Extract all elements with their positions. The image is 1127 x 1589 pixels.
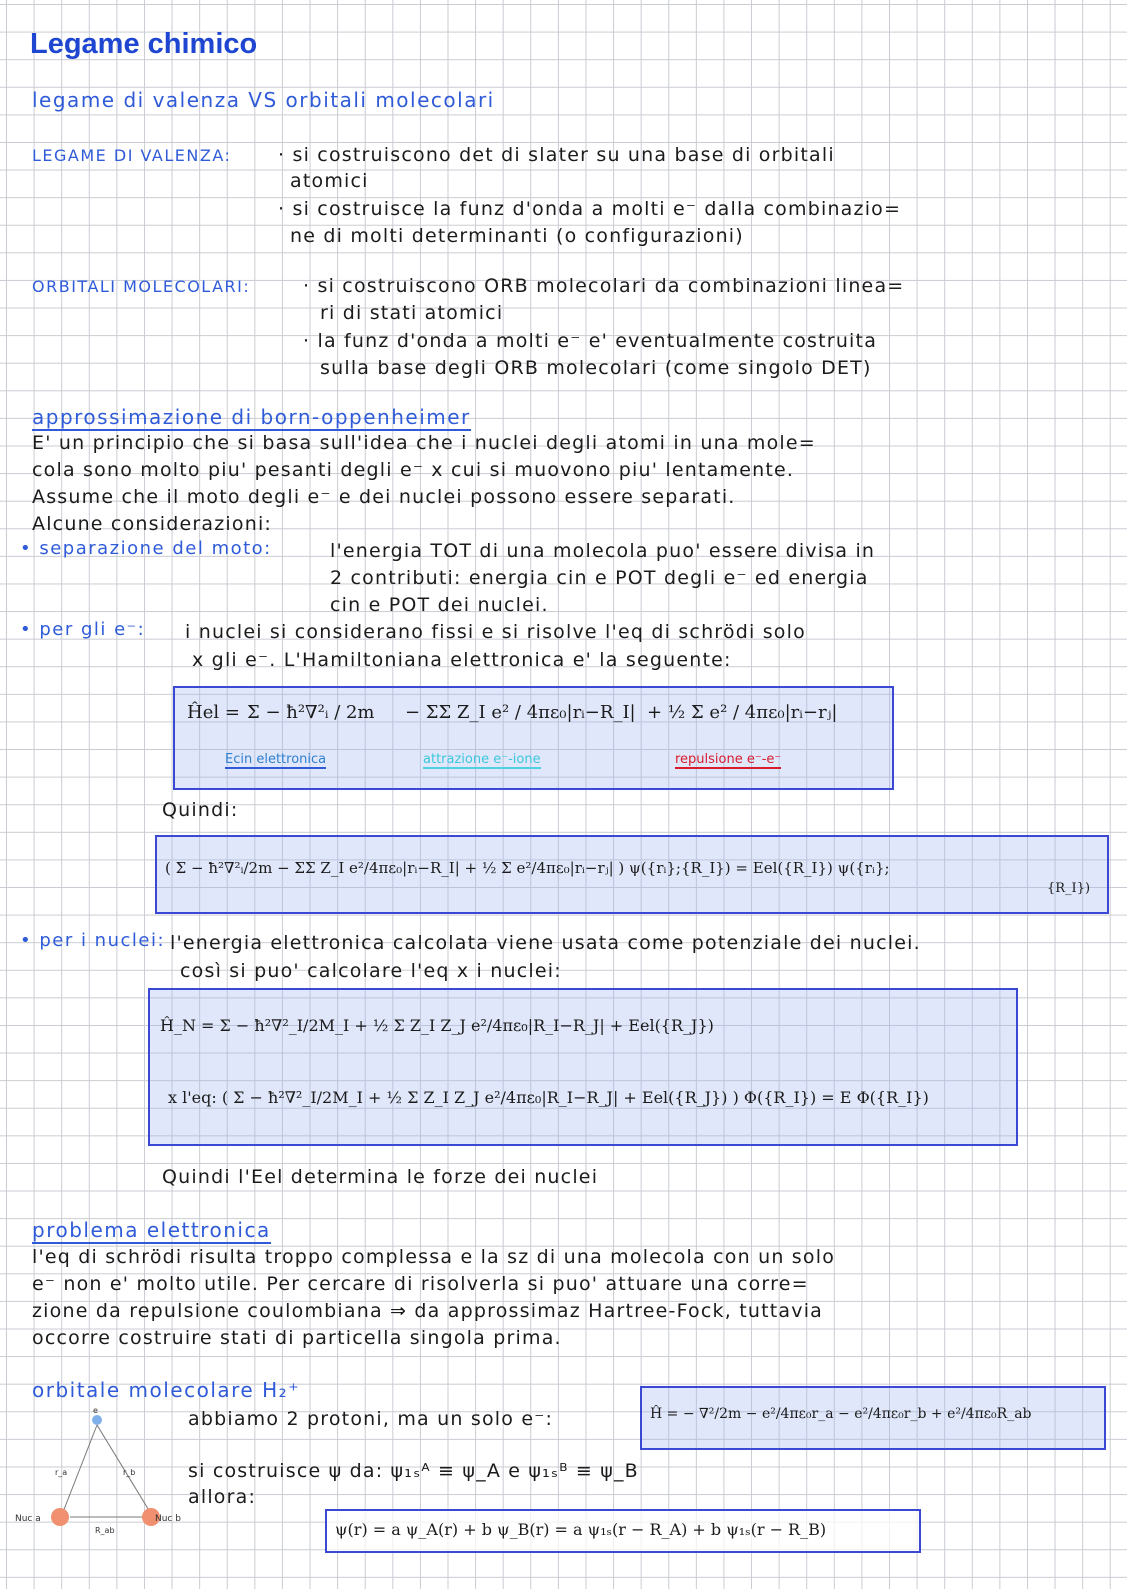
h2-hamiltonian: Ĥ = − ∇²/2m − e²/4πε₀r_a − e²/4πε₀r_b + e²/4πε₀R_ab (650, 1406, 1032, 1422)
sep-line3: cin e POT dei nuclei. (330, 594, 549, 616)
eq2-tail: {R_I}) (1047, 881, 1091, 896)
vb-label: LEGAME DI VALENZA: (32, 146, 232, 165)
electronic-hamiltonian-box (173, 686, 894, 790)
eq1-label-attraction: attrazione e⁻-ione (423, 752, 541, 767)
h2-hamiltonian-box (640, 1386, 1106, 1450)
born-heading: approssimazione di born-oppenheimer (32, 405, 471, 429)
h2-psi: ψ(r) = a ψ_A(r) + b ψ_B(r) = a ψ₁ₛ(r − R_A) + b ψ₁ₛ(r − R_B) (335, 1520, 827, 1539)
diagram-edge-ra (63, 1425, 97, 1512)
h2-heading: orbitale molecolare H₂⁺ (32, 1378, 301, 1402)
mo-label: ORBITALI MOLECOLARI: (32, 277, 251, 296)
eq1-kinetic-term: Σ − ħ²∇²ᵢ / 2m (247, 702, 375, 723)
prob-line4: occorre costruire stati di particella singola prima. (32, 1327, 562, 1349)
eq1-repulsion-term: + ½ Σ e² / 4πε₀|rᵢ−rⱼ| (647, 702, 838, 723)
elec-line1: i nuclei si considerano fissi e si risolve l'eq di schrödi solo (185, 621, 806, 643)
electron-dot (92, 1415, 102, 1425)
mo-line4: sulla base degli ORB molecolari (come singolo DET) (320, 357, 872, 379)
prob-line1: l'eq di schrödi risulta troppo complessa e la sz di una molecola con un solo (32, 1246, 836, 1268)
vb-line3: · si costruisce la funz d'onda a molti e⁻ dalla combinazio= (278, 198, 902, 220)
diagram-nuca-label: Nuc a (15, 1514, 41, 1524)
born-line2: cola sono molto piu' pesanti degli e⁻ x cui si muovono piu' lentamente. (32, 459, 795, 481)
h2-line2: si costruisce ψ da: ψ₁ₛᴬ ≡ ψ_A e ψ₁ₛᴮ ≡ ψ_B (188, 1460, 639, 1482)
born-line4: Alcune considerazioni: (32, 513, 273, 535)
diagram-e-label: e (93, 1406, 98, 1415)
nuc-label: • per i nuclei: (20, 930, 166, 951)
eq1-label-repulsion: repulsione e⁻-e⁻ (675, 752, 782, 767)
mo-line2: ri di stati atomici (320, 302, 504, 324)
nucleus-a-dot (51, 1508, 69, 1526)
diagram-ra-label: r_a (55, 1468, 68, 1477)
born-line3: Assume che il moto degli e⁻ e dei nuclei possono essere separati. (32, 486, 736, 508)
prob-line2: e⁻ non e' molto utile. Per cercare di risolverla si puo' attuare una corre= (32, 1273, 809, 1295)
diagram-nucb-label: Nuc b (155, 1514, 181, 1524)
vb-line4: ne di molti determinanti (o configurazioni) (290, 225, 744, 247)
page-title: Legame chimico (30, 28, 258, 60)
sep-line2: 2 contributi: energia cin e POT degli e⁻ ed energia (330, 567, 869, 589)
diagram-rab-label: R_ab (95, 1526, 115, 1535)
eq1-label-kinetic: Ecin elettronica (225, 752, 327, 767)
nuc-line1: l'energia elettronica calcolata viene usata come potenziale dei nuclei. (170, 932, 921, 954)
nuclear-hamiltonian-box (148, 988, 1018, 1146)
prob-line3: zione da repulsione coulombiana ⇒ da approssimaz Hartree-Fock, tuttavia (32, 1300, 824, 1322)
elec-line2: x gli e⁻. L'Hamiltoniana elettronica e' la seguente: (192, 649, 732, 671)
eq3-line1: Ĥ_N = Σ − ħ²∇²_I/2M_I + ½ Σ Z_I Z_J e²/4πε₀|R_I−R_J| + Eel({R_J}) (160, 1016, 714, 1035)
diagram-rb-label: r_b (123, 1468, 136, 1477)
section-subtitle: legame di valenza VS orbitali molecolari (32, 88, 495, 112)
eq1-lhs: Ĥel = (187, 702, 240, 723)
electronic-schrodinger-box (155, 835, 1109, 914)
quindi-1: Quindi: (162, 799, 239, 821)
elec-label: • per gli e⁻: (20, 619, 146, 640)
born-line1: E' un principio che si basa sull'idea che i nuclei degli atomi in una mole= (32, 432, 816, 454)
eq3-line2: x l'eq: ( Σ − ħ²∇²_I/2M_I + ½ Σ Z_I Z_J e²/4πε₀|R_I−R_J| + Eel({R_J}) ) Φ({R_I}) = E Φ({R_I}) (168, 1088, 929, 1107)
quindi-2: Quindi l'Eel determina le forze dei nuclei (162, 1166, 599, 1188)
sep-label: • separazione del moto: (20, 538, 272, 559)
h2-psi-box (325, 1509, 921, 1553)
eq1-attraction-term: − ΣΣ Z_I e² / 4πε₀|rᵢ−R_I| (405, 702, 636, 723)
mo-line3: · la funz d'onda a molti e⁻ e' eventualmente costruita (303, 330, 878, 352)
sep-line1: l'energia TOT di una molecola puo' essere divisa in (330, 540, 876, 562)
prob-heading: problema elettronica (32, 1218, 271, 1242)
nuc-line2: così si puo' calcolare l'eq x i nuclei: (180, 960, 562, 982)
h2-line3: allora: (188, 1486, 257, 1508)
vb-line1: · si costruiscono det di slater su una base di orbitali (278, 144, 835, 166)
h2-line1: abbiamo 2 protoni, ma un solo e⁻: (188, 1408, 554, 1430)
h2-diagram (15, 1405, 190, 1540)
vb-line2: atomici (290, 170, 369, 192)
eq2-body: ( Σ − ħ²∇²ᵢ/2m − ΣΣ Z_I e²/4πε₀|rᵢ−R_I| + ½ Σ e²/4πε₀|rᵢ−rⱼ| ) ψ({rᵢ};{R_I}) = Eel({R_I}) ψ({rᵢ}; (165, 859, 890, 877)
mo-line1: · si costruiscono ORB molecolari da combinazioni linea= (303, 275, 905, 297)
